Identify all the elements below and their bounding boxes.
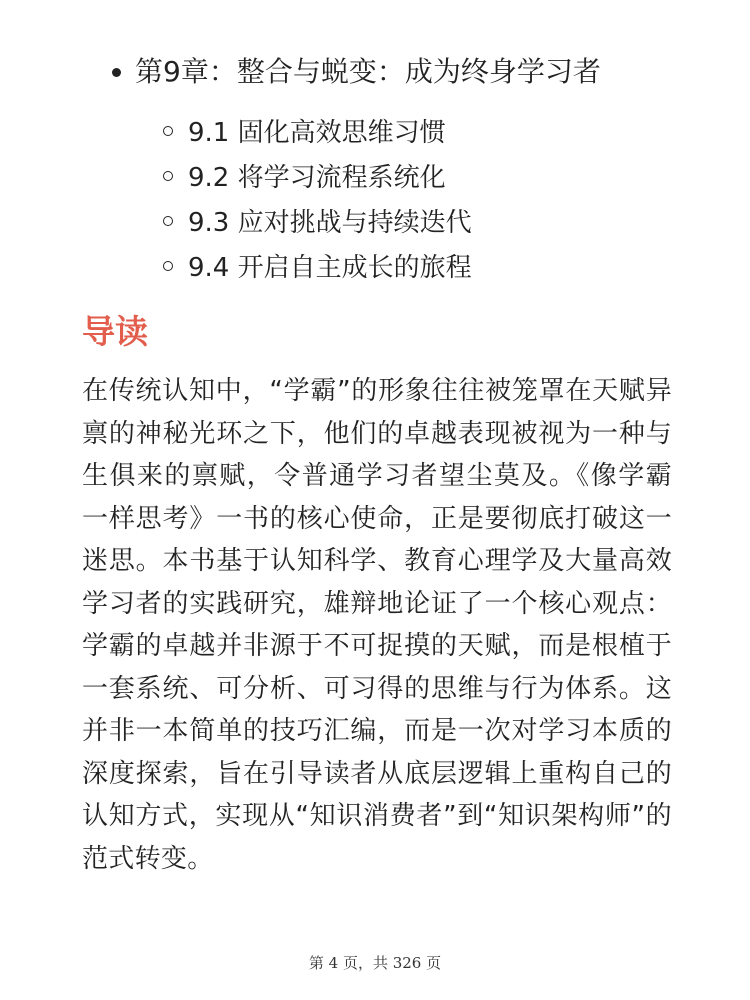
- bullet-disc-icon: [112, 68, 121, 77]
- chapter-bullet-item: [112, 52, 601, 92]
- section-list-item: [163, 243, 472, 288]
- section-item-label: 9.3 应对挑战与持续迭代: [188, 208, 472, 238]
- section-item-label: 9.4 开启自主成长的旅程: [188, 253, 472, 283]
- intro-paragraph: 在传统认知中，“学霸”的形象往往被笼罩在天赋异禀的神秘光环之下，他们的卓越表现被视为一种与生俱来的禀赋，令普通学习者望尘莫及。《像学霸一样思考》一书的核心使命，正是要彻底打破这一迷思。本书基于认知科学、教育心理学及大量高效学习者的实践研究，雄辩地论证了一个核心观点：学霸的卓越并非源于不可捉摸的天赋，而是根植于一套系统、可分析、可习得的思维与行为体系。这并非一本简单的技巧汇编，而是一次对学习本质的深度探索，旨在引导读者从底层逻辑上重构自己的认知方式，实现从“知识消费者”到“知识架构师”的范式转变。: [82, 376, 672, 874]
- section-list-item: [163, 108, 472, 153]
- chapter-title: 第9章：整合与蜕变：成为终身学习者: [135, 55, 601, 88]
- bullet-circle-icon: [163, 216, 173, 226]
- section-heading: 导读: [82, 312, 148, 351]
- page-number: 第 4 页，共 326 页: [308, 954, 442, 972]
- section-item-label: 9.1 固化高效思维习惯: [188, 118, 446, 148]
- section-list: [163, 108, 472, 288]
- section-list-item: [163, 153, 472, 198]
- bullet-circle-icon: [163, 171, 173, 181]
- section-item-label: 9.2 将学习流程系统化: [188, 163, 446, 193]
- bullet-circle-icon: [163, 126, 173, 136]
- bullet-circle-icon: [163, 261, 173, 271]
- section-list-item: [163, 198, 472, 243]
